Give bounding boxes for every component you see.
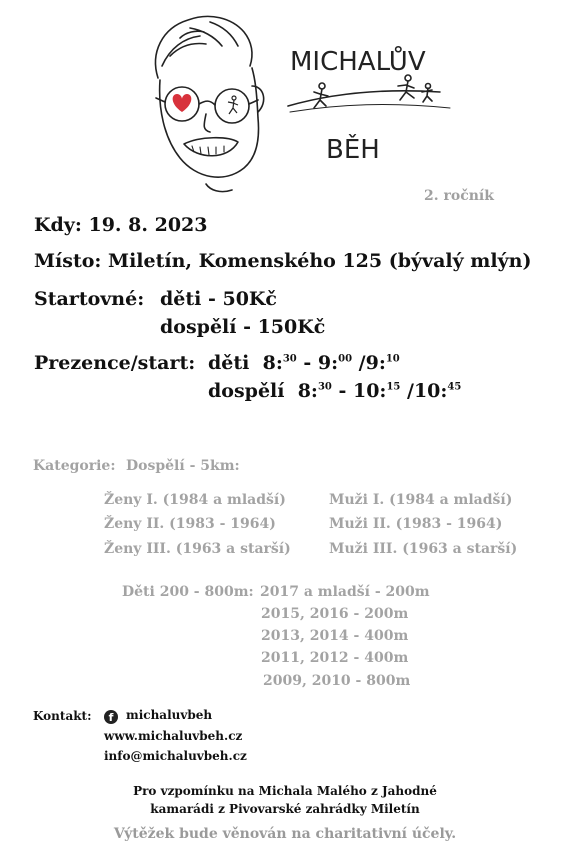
kids-row-2: 2015, 2016 - 200m (261, 606, 409, 622)
contact-web[interactable]: www.michaluvbeh.cz (104, 729, 243, 743)
category-women-2: Ženy II. (1983 - 1964) (104, 516, 276, 532)
presence-adults: dospělí 8:$^{30}$ - 10:$^{15}$ /10:$^{45}$ (208, 380, 462, 402)
category-women-1: Ženy I. (1984 a mladší) (104, 492, 286, 508)
category-men-3: Muži III. (1963 a starší) (329, 541, 518, 557)
category-men-2: Muži II. (1983 - 1964) (329, 516, 503, 532)
kids-row-4: 2011, 2012 - 400m (261, 650, 409, 666)
kids-row-5: 2009, 2010 - 800m (263, 673, 411, 689)
event-logo (140, 8, 470, 198)
categories-label: Kategorie: (33, 458, 116, 474)
fee-kids: děti - 50Kč (160, 288, 278, 310)
memorial-line-2: kamarádi z Pivovarské zahrádky Miletín (150, 802, 420, 816)
presence-kids: děti 8:$^{30}$ - 9:$^{00}$ /9:$^{10}$ (208, 352, 400, 374)
heart-icon (173, 94, 192, 112)
logo-title-line1: MICHALŮV (290, 47, 426, 77)
fee-label: Startovné: (34, 288, 145, 310)
fee-adults: dospělí - 150Kč (160, 316, 326, 338)
category-men-1: Muži I. (1984 a mladší) (329, 492, 513, 508)
date-label: Kdy: (34, 214, 82, 236)
contact-email[interactable]: info@michaluvbeh.cz (104, 749, 247, 763)
place-value: Miletín, Komenského 125 (bývalý mlýn) (108, 250, 532, 272)
logo-title-line2: BĚH (326, 135, 380, 165)
runner-face-illustration (140, 8, 470, 198)
edition-label: 2. ročník (424, 188, 494, 204)
place-label: Místo: (34, 250, 102, 272)
contact-facebook[interactable] (104, 708, 212, 724)
facebook-icon: f (104, 710, 118, 724)
presence-label: Prezence/start: (34, 352, 196, 374)
kids-row-1: 2017 a mladší - 200m (260, 584, 430, 600)
facebook-handle[interactable]: michaluvbeh (126, 708, 213, 722)
date-line (34, 214, 208, 236)
category-women-3: Ženy III. (1963 a starší) (104, 541, 291, 557)
memorial-line-1: Pro vzpomínku na Michala Malého z Jahodné (133, 784, 437, 798)
charity-note: Výtěžek bude věnován na charitativní účely. (113, 826, 457, 842)
place-line (34, 250, 531, 272)
date-value: 19. 8. 2023 (88, 214, 208, 236)
contact-label: Kontakt: (33, 709, 92, 723)
kids-label: Děti 200 - 800m: (122, 584, 254, 600)
adults-heading: Dospělí - 5km: (126, 458, 240, 474)
kids-row-3: 2013, 2014 - 400m (261, 628, 409, 644)
